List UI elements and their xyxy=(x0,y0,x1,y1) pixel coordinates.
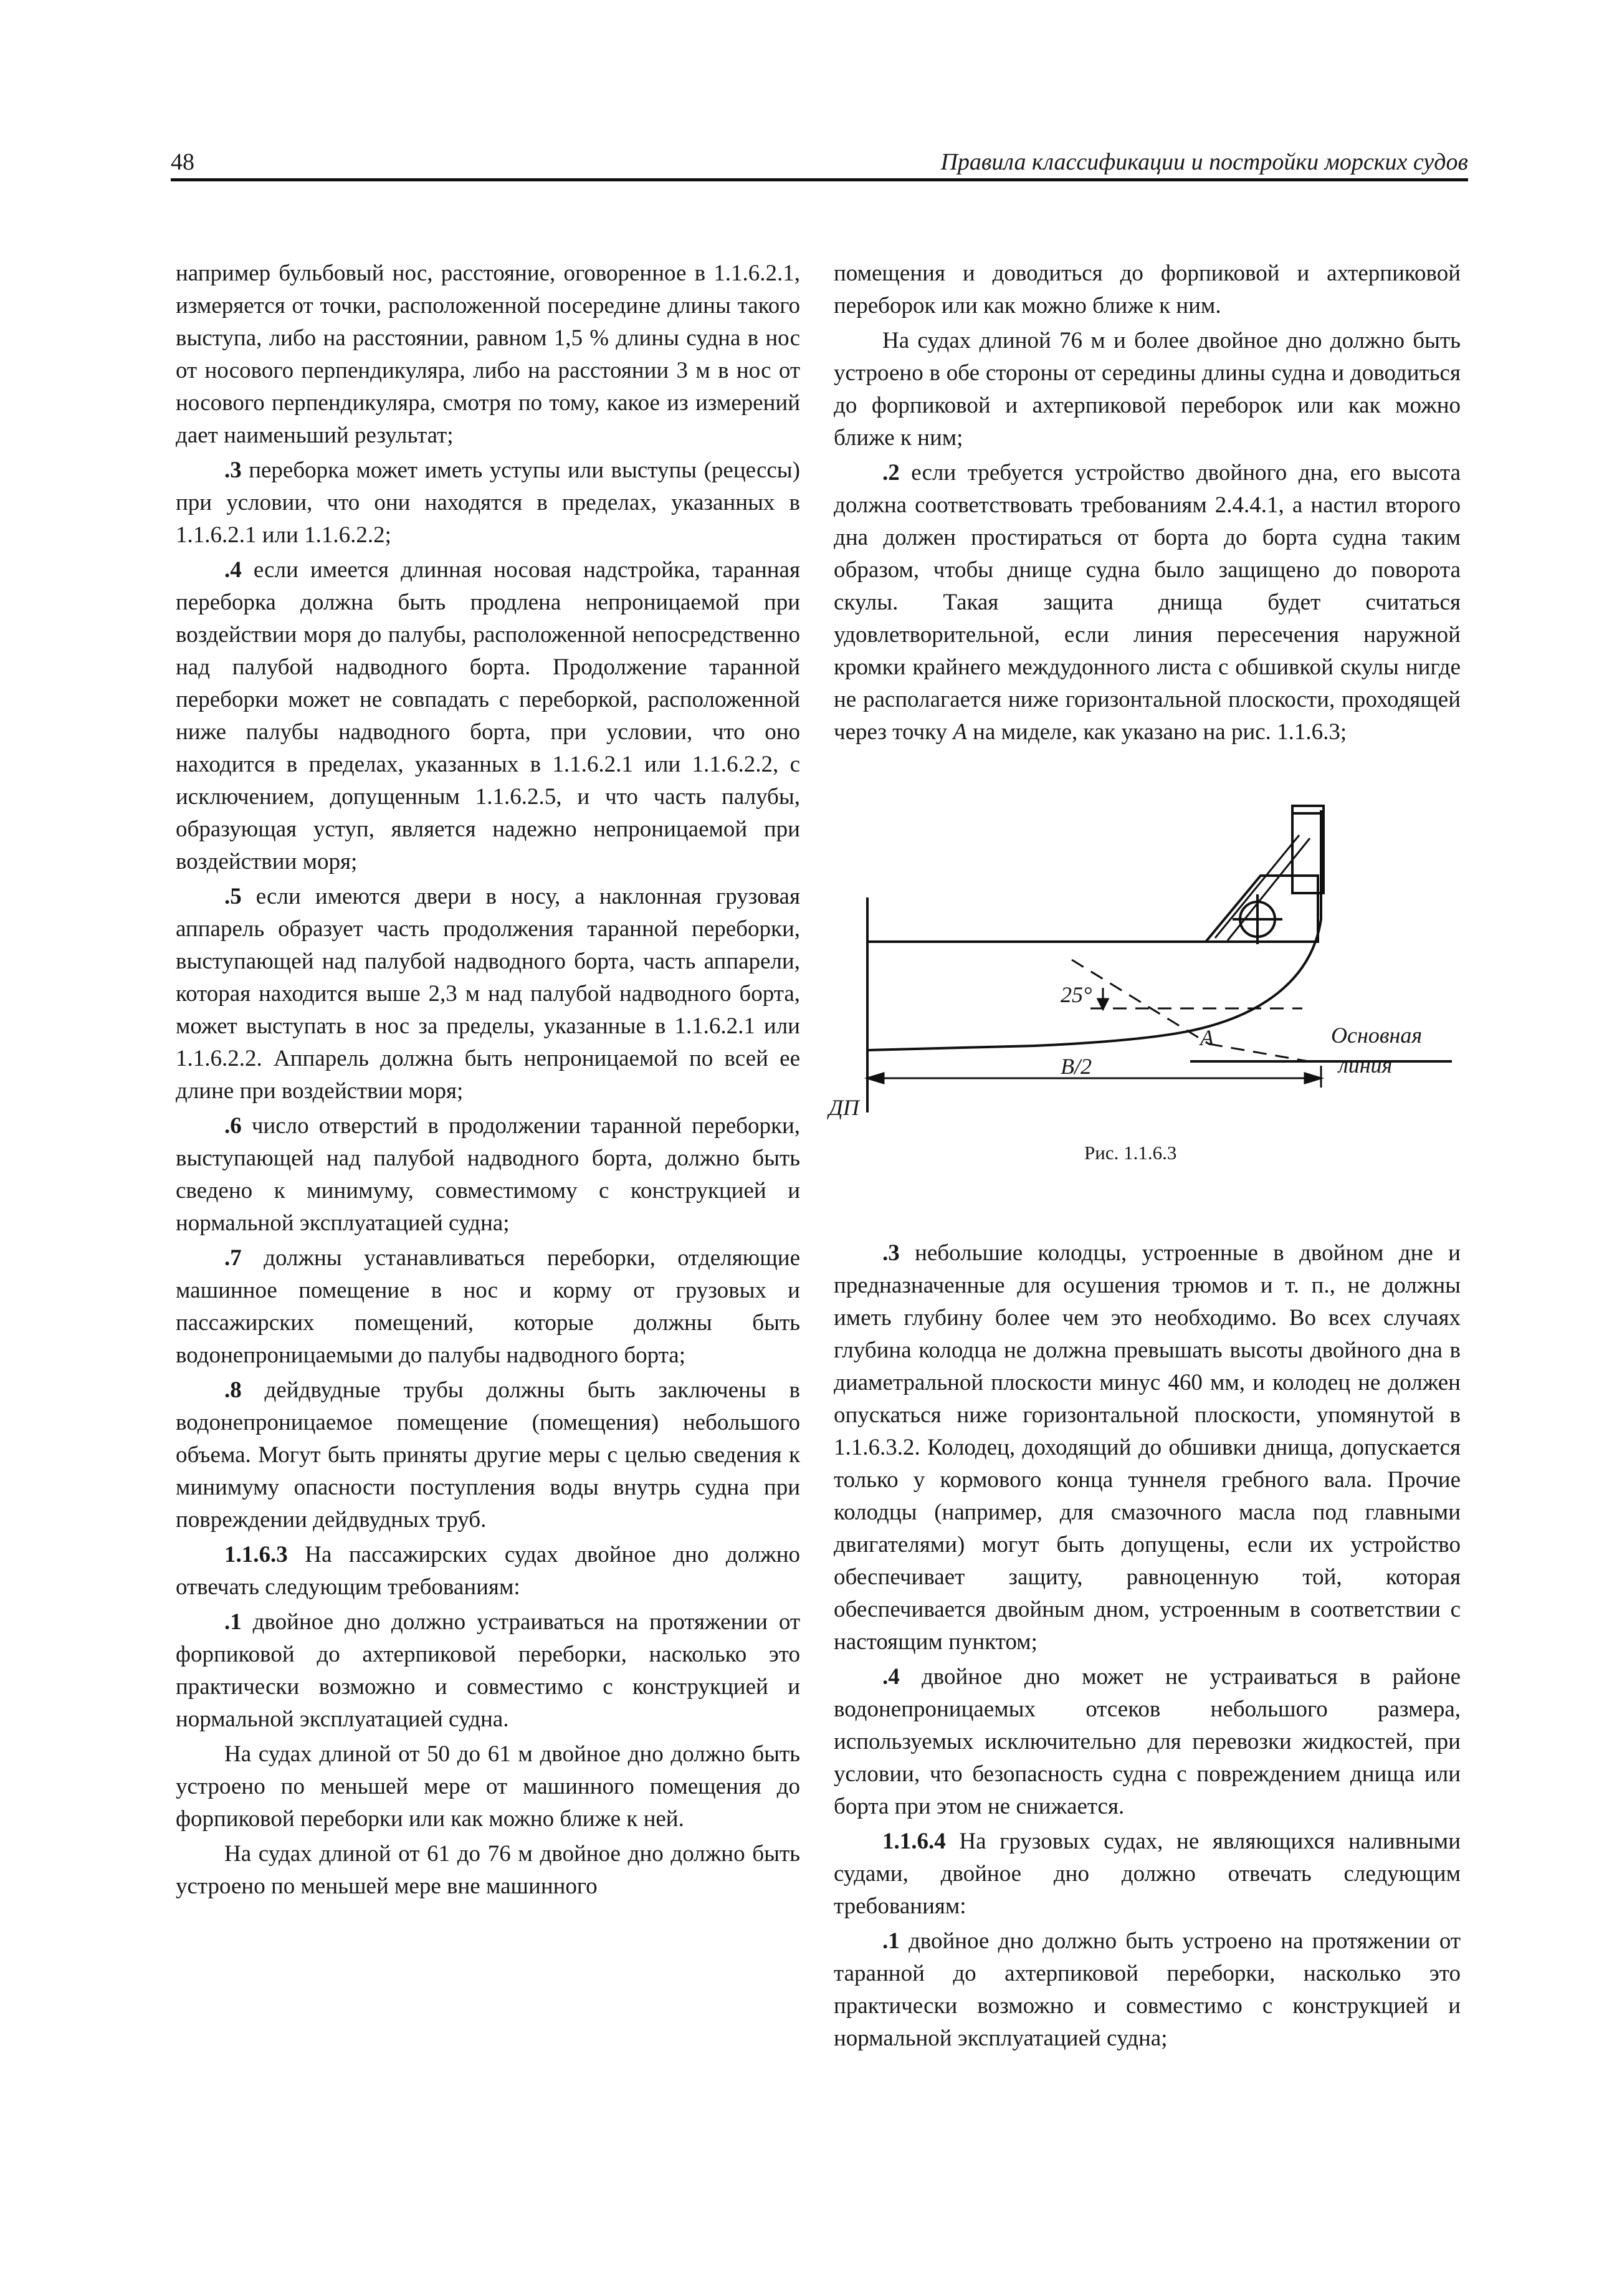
item-number: .2 xyxy=(882,460,900,486)
paragraph: например бульбовый нос, расстояние, оговоренное в 1.1.6.2.1, измеряется от точки, расположенной посередине длины такого выступа, либо на расстоянии, равном 1,5 % длины судна в нос от носового перпендикуляра, либо на расстоянии 3 м в нос от носового перпендикуляра, смотря по тому, какое из измерений дает наименьший результат; xyxy=(176,261,800,448)
paragraph-text: дейдвудные трубы должны быть заключены в водонепроницаемое помещение (помещения) небольшого объема. Могут быть приняты другие меры с целью сведения к минимуму опасности поступления воды внутрь судна при повреждении дейдвудных труб. xyxy=(176,1377,800,1533)
point-label: A xyxy=(1200,1025,1214,1050)
page-number: 48 xyxy=(171,149,194,175)
running-title: Правила классификации и постройки морских судов xyxy=(940,149,1468,175)
section-number: 1.1.6.3 xyxy=(224,1542,288,1567)
hull-section-diagram xyxy=(829,801,1471,1150)
paragraph xyxy=(176,881,800,1107)
right-column-top xyxy=(834,257,1461,749)
item-number: .7 xyxy=(224,1245,242,1271)
paragraph-text: если требуется устройство двойного дна, его высота должна соответствовать требованиям 2.4.4.1, а настил второго дна должен простираться от борта до борта судна таким образом, чтобы днище судна было защищено до поворота скулы. Такая защита днища будет считаться удовлетворительной, если линия пересечения наружной кромки крайнего междудонного листа с обшивкой скулы нигде не располагается ниже горизонтальной плоскости, проходящей через точку xyxy=(834,460,1461,745)
figure-1-1-6-3 xyxy=(829,801,1471,1150)
shell-plating xyxy=(867,810,1321,1050)
item-number: .5 xyxy=(224,884,242,909)
baseline-label-line2: линия xyxy=(1338,1053,1393,1078)
paragraph xyxy=(834,1237,1461,1658)
paragraph-text: На пассажирских судах двойное дно должно отвечать следующим требованиям: xyxy=(176,1542,800,1600)
paragraph xyxy=(176,1539,800,1604)
paragraph xyxy=(176,454,800,552)
item-number: .3 xyxy=(882,1240,900,1266)
baseline-label: Основная xyxy=(1331,1023,1423,1048)
paragraph xyxy=(834,1661,1461,1823)
item-number: .4 xyxy=(224,557,242,583)
paragraph: На судах длиной от 61 до 76 м двойное дно должно быть устроено по меньшей мере вне машинного xyxy=(176,1841,800,1899)
half-breadth-label: B/2 xyxy=(1061,1054,1092,1079)
paragraph-text: должны устанавливаться переборки, отделяющие машинное помещение в нос и корму от грузовых и пассажирских помещений, которые должны быть водонепроницаемыми до палубы надводного борта; xyxy=(176,1245,800,1368)
dashed-25-line xyxy=(1072,960,1209,1044)
paragraph xyxy=(176,1110,800,1240)
paragraph: помещения и доводиться до форпиковой и ахтерпиковой переборок или как можно ближе к ним. xyxy=(834,261,1461,318)
paragraph-text: На грузовых судах, не являющихся наливными судами, двойное дно должно отвечать следующим требованиям: xyxy=(834,1829,1461,1919)
paragraph-text: небольшие колодцы, устроенные в двойном дне и предназначенные для осушения трюмов и т. п., не должны иметь глубину более чем это необходимо. Во всех случаях глубина колодца не должна превышать высоты двойного дна в диаметральной плоскости минус 460 мм, и колодец не должен опускаться ниже горизонтальной плоскости, упомянутой в 1.1.6.3.2. Колодец, доходящий до обшивки днища, допускается только у кормового конца туннеля гребного вала. Прочие колодцы (например, для смазочного масла под главными двигателями) могут быть допущены, если их устройство обеспечивает защиту, равноценную той, которая обеспечивается двойным дном, устроенным в соответствии с настоящим пунктом; xyxy=(834,1240,1461,1655)
item-number: .1 xyxy=(224,1609,242,1635)
paragraph-text: если имеются двери в носу, а наклонная грузовая аппарель образует часть продолжения таранной переборки, выступающей над палубой надводного борта, часть аппарели, которая находится выше 2,3 м над палубой надводного борта, может выступать в нос за пределы, указанные в 1.1.6.2.1 или 1.1.6.2.2. Аппарель должна быть непроницаемой по всей ее длине при воздействии моря; xyxy=(176,884,800,1104)
paragraph-text: двойное дно должно быть устроено на протяжении от таранной до ахтерпиковой переборки, насколько это практически возможно и совместимо с конструкцией и нормальной эксплуатацией судна; xyxy=(834,1928,1461,2051)
paragraph-text: двойное дно может не устраиваться в районе водонепроницаемых отсеков небольшого размера, используемых исключительно для перевозки жидкостей, при условии, что безопасность судна с повреждением днища или борта при этом не снижается. xyxy=(834,1664,1461,1819)
paragraph-text: переборка может иметь уступы или выступы (рецессы) при условии, что они находятся в пределах, указанных в 1.1.6.2.1 или 1.1.6.2.2; xyxy=(176,457,800,548)
paragraph: На судах длиной 76 м и более двойное дно должно быть устроено в обе стороны от середины длины судна и доводиться до форпиковой и ахтерпиковой переборок или как можно ближе к ним; xyxy=(834,328,1461,451)
point-reference: А xyxy=(953,719,967,745)
paragraph-text: если имеется длинная носовая надстройка, таранная переборка должна быть продлена непроницаемой при воздействии моря до палубы, расположенной непосредственно над палубой надводного борта. Продолжение таранной переборки может не совпадать с переборкой, расположенной ниже палубы надводного борта, при условии, что оно находится в пределах, указанных в 1.1.6.2.1 или 1.1.6.2.2, с исключением, допущенным 1.1.6.2.5, и что часть палубы, образующая уступ, является надежно непроницаемой при воздействии моря; xyxy=(176,557,800,874)
item-number: .6 xyxy=(224,1113,242,1139)
paragraph: На судах длиной от 50 до 61 м двойное дно должно быть устроено по меньшей мере от машинного помещения до форпиковой переборки или как можно ближе к ней. xyxy=(176,1741,800,1832)
header-rule xyxy=(171,178,1468,181)
paragraph xyxy=(176,1606,800,1736)
right-column-bottom xyxy=(834,1237,1461,2055)
centerline-label: ДП xyxy=(829,1095,859,1120)
page-header xyxy=(171,148,1468,179)
paragraph xyxy=(834,1925,1461,2055)
section-number: 1.1.6.4 xyxy=(882,1829,946,1854)
paragraph-text: число отверстий в продолжении таранной переборки, выступающей над палубой надводного борта, должно быть сведено к минимуму, совместимому с конструкцией и нормальной эксплуатацией судна; xyxy=(176,1113,800,1236)
item-number: .4 xyxy=(882,1664,900,1690)
item-number: .3 xyxy=(224,457,242,483)
paragraph xyxy=(176,554,800,878)
angle-label: 25° xyxy=(1061,982,1092,1007)
paragraph xyxy=(176,1374,800,1536)
paragraph-text: двойное дно должно устраиваться на протяжении от форпиковой до ахтерпиковой переборки, насколько это практически возможно и совместимо с конструкцией и нормальной эксплуатацией судна. xyxy=(176,1609,800,1732)
paragraph-text: на миделе, как указано на рис. 1.1.6.3; xyxy=(966,719,1347,745)
figure-caption: Рис. 1.1.6.3 xyxy=(1084,1142,1177,1164)
item-number: .8 xyxy=(224,1377,242,1403)
item-number: .1 xyxy=(882,1928,900,1954)
paragraph xyxy=(176,1242,800,1372)
paragraph xyxy=(834,1825,1461,1923)
left-column xyxy=(176,257,800,1903)
margin-plate xyxy=(1206,876,1318,942)
paragraph xyxy=(834,457,1461,749)
